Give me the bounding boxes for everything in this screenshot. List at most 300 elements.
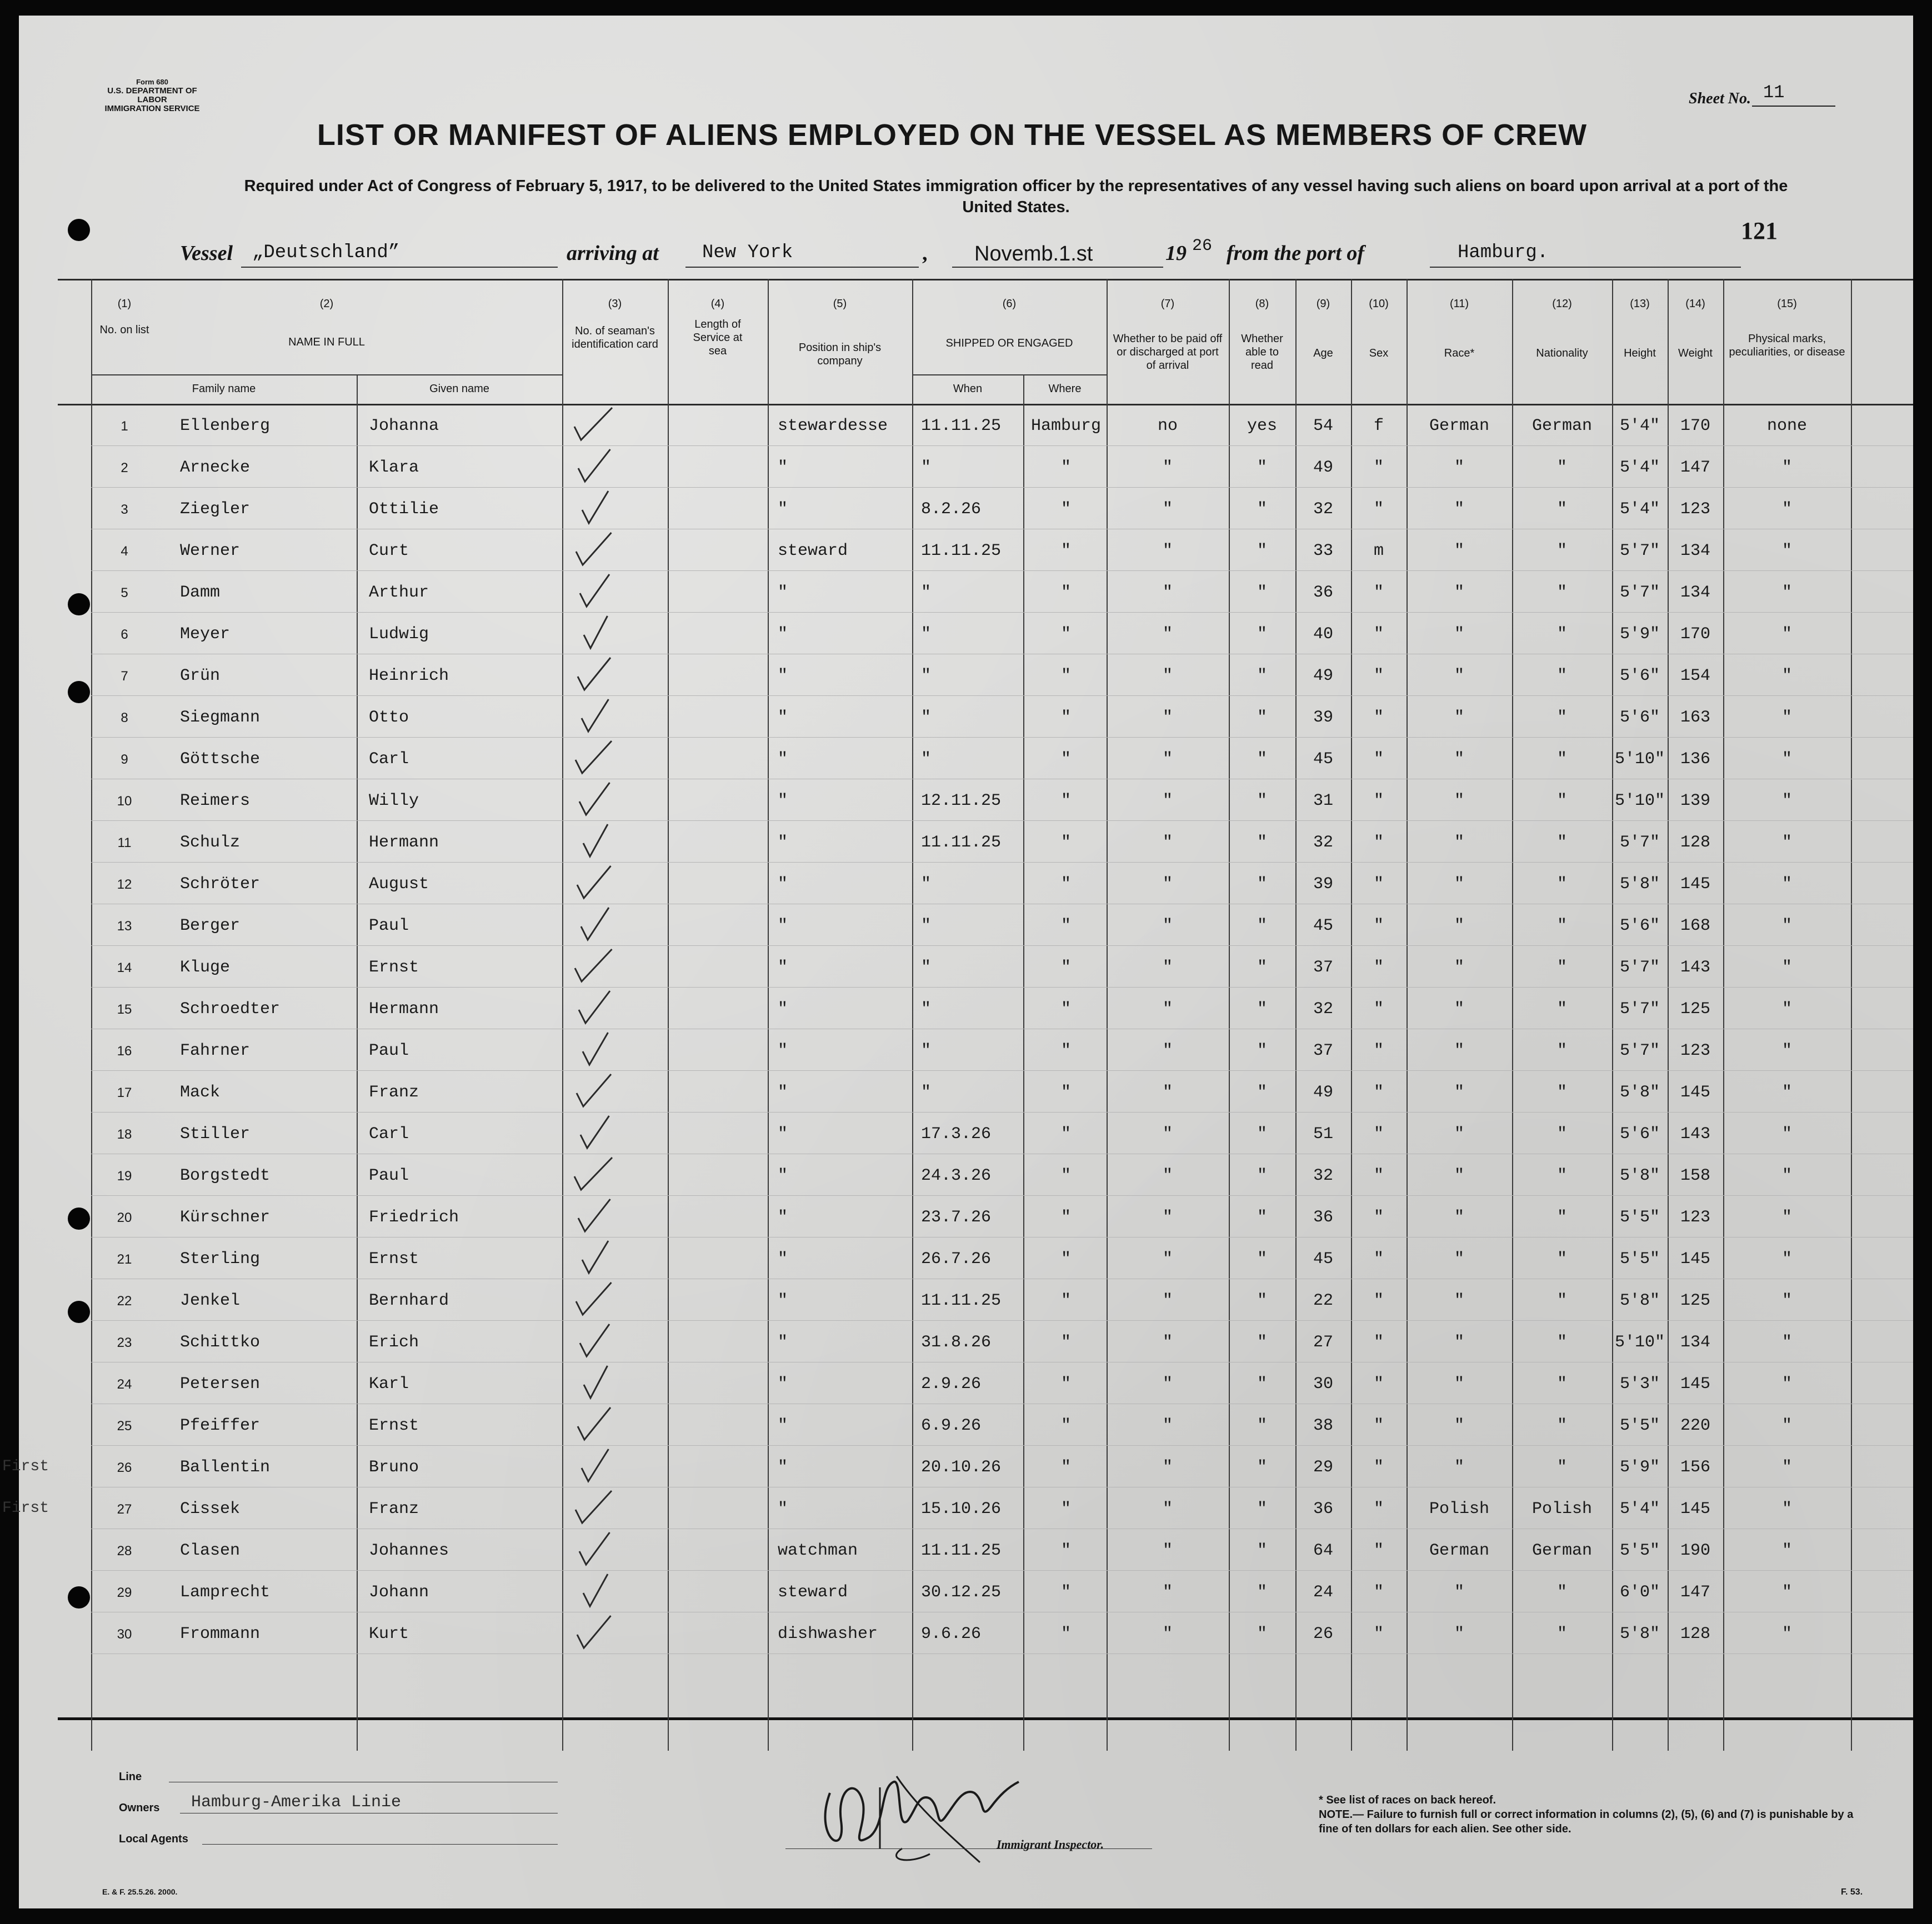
table-row xyxy=(19,572,1913,611)
cell-number: 28 xyxy=(117,1544,132,1559)
cell-position: " xyxy=(778,1458,788,1477)
check-mark-icon xyxy=(569,614,619,653)
cell-physical-marks: " xyxy=(1781,500,1792,519)
col15-header: Physical marks, peculiarities, or disease xyxy=(1729,333,1845,358)
check-mark-icon xyxy=(569,864,619,903)
row-rule xyxy=(91,862,1913,863)
shipped-subheader-line xyxy=(912,374,1107,375)
cell-position: " xyxy=(778,708,788,727)
cell-race: " xyxy=(1454,750,1464,769)
cell-sex: " xyxy=(1373,916,1384,935)
cell-sex: " xyxy=(1373,667,1384,685)
cell-nationality: " xyxy=(1556,1000,1567,1019)
agents-underline xyxy=(202,1844,558,1845)
cell-shipped-where: " xyxy=(1060,1625,1071,1644)
cell-paid-off: " xyxy=(1162,1083,1173,1102)
cell-height: 5'8" xyxy=(1619,1291,1660,1310)
cell-able-to-read: " xyxy=(1257,1125,1267,1144)
cell-able-to-read: " xyxy=(1257,542,1267,560)
cell-physical-marks: " xyxy=(1781,1041,1792,1060)
cell-nationality: " xyxy=(1556,583,1567,602)
cell-height: 5'10" xyxy=(1614,1333,1665,1352)
table-row xyxy=(19,822,1913,861)
cell-paid-off: " xyxy=(1162,1250,1173,1269)
cell-sex: " xyxy=(1373,1583,1384,1602)
cell-able-to-read: " xyxy=(1257,1250,1267,1269)
cell-family-name: Schittko xyxy=(180,1333,261,1352)
cell-family-name: Ellenberg xyxy=(180,417,271,435)
cell-able-to-read: " xyxy=(1257,667,1267,685)
cell-number: 14 xyxy=(117,960,132,975)
cell-sex: " xyxy=(1373,1625,1384,1644)
printer-mark-left: E. & F. 25.5.26. 2000. xyxy=(102,1887,178,1896)
table-row xyxy=(19,530,1913,569)
cell-nationality: " xyxy=(1556,667,1567,685)
col11-header: Race* xyxy=(1444,347,1475,359)
cell-age: 24 xyxy=(1313,1583,1333,1602)
col3-number: (3) xyxy=(608,298,622,310)
cell-family-name: Kürschner xyxy=(180,1208,271,1227)
cell-able-to-read: " xyxy=(1257,1541,1267,1560)
row-rule xyxy=(91,570,1913,571)
cell-number: 8 xyxy=(121,710,128,725)
cell-shipped-when: 24.3.26 xyxy=(921,1166,992,1185)
check-mark-icon xyxy=(569,1239,619,1277)
cell-able-to-read: " xyxy=(1257,958,1267,977)
cell-shipped-when: 9.6.26 xyxy=(921,1625,982,1644)
cell-paid-off: " xyxy=(1162,1125,1173,1144)
row-rule xyxy=(91,987,1913,988)
cell-shipped-when: 11.11.25 xyxy=(921,1541,1002,1560)
cell-height: 5'8" xyxy=(1619,1166,1660,1185)
cell-family-name: Schroedter xyxy=(180,1000,281,1019)
cell-weight: 128 xyxy=(1680,833,1710,852)
cell-family-name: Siegmann xyxy=(180,708,261,727)
cell-race: German xyxy=(1429,417,1490,435)
check-mark-icon xyxy=(569,780,619,819)
cell-sex: " xyxy=(1373,791,1384,810)
cell-able-to-read: " xyxy=(1257,1291,1267,1310)
col4-number: (4) xyxy=(710,298,725,310)
cell-sex: " xyxy=(1373,708,1384,727)
cell-family-name: Stiller xyxy=(180,1125,251,1144)
cell-physical-marks: " xyxy=(1781,1083,1792,1102)
cell-shipped-where: " xyxy=(1060,791,1071,810)
cell-physical-marks: " xyxy=(1781,583,1792,602)
check-mark-icon xyxy=(569,489,619,528)
cell-shipped-when: 11.11.25 xyxy=(921,833,1002,852)
inspector-signature xyxy=(797,1754,1085,1871)
cell-family-name: Borgstedt xyxy=(180,1166,271,1185)
cell-able-to-read: " xyxy=(1257,1416,1267,1435)
table-row xyxy=(19,489,1913,528)
table-row xyxy=(19,1322,1913,1361)
cell-given-name: August xyxy=(369,875,429,894)
cell-given-name: Franz xyxy=(369,1083,419,1102)
cell-number: 7 xyxy=(121,669,128,684)
cell-family-name: Sterling xyxy=(180,1250,261,1269)
cell-physical-marks: " xyxy=(1781,542,1792,560)
col5-number: (5) xyxy=(833,298,847,310)
cell-weight: 123 xyxy=(1680,1041,1710,1060)
cell-age: 32 xyxy=(1313,833,1333,852)
cell-paid-off: " xyxy=(1162,1500,1173,1519)
cell-weight: 147 xyxy=(1680,458,1710,477)
cell-able-to-read: " xyxy=(1257,1041,1267,1060)
cell-race: " xyxy=(1454,1291,1464,1310)
cell-weight: 134 xyxy=(1680,542,1710,560)
cell-race: " xyxy=(1454,667,1464,685)
cell-nationality: German xyxy=(1531,417,1593,435)
table-row xyxy=(19,989,1913,1028)
cell-number: 13 xyxy=(117,919,132,934)
cell-shipped-where: " xyxy=(1060,1166,1071,1185)
cell-sex: " xyxy=(1373,750,1384,769)
col6-number: (6) xyxy=(1002,298,1017,310)
cell-height: 5'5" xyxy=(1619,1250,1660,1269)
cell-height: 5'8" xyxy=(1619,1625,1660,1644)
cell-nationality: " xyxy=(1556,833,1567,852)
cell-sex: " xyxy=(1373,1208,1384,1227)
cell-sex: " xyxy=(1373,625,1384,644)
cell-weight: 123 xyxy=(1680,500,1710,519)
col1-header: No. on list xyxy=(99,324,149,336)
row-rule xyxy=(91,1112,1913,1113)
cell-race: " xyxy=(1454,1083,1464,1102)
cell-shipped-where: " xyxy=(1060,1291,1071,1310)
arriving-underline xyxy=(685,267,919,268)
cell-paid-off: " xyxy=(1162,500,1173,519)
cell-height: 5'4" xyxy=(1619,417,1660,435)
cell-given-name: Ludwig xyxy=(369,625,429,644)
cell-family-name: Schröter xyxy=(180,875,261,894)
cell-nationality: " xyxy=(1556,1625,1567,1644)
col2-header: NAME IN FULL xyxy=(288,336,365,348)
cell-position: " xyxy=(778,833,788,852)
cell-race: " xyxy=(1454,1583,1464,1602)
cell-age: 29 xyxy=(1313,1458,1333,1477)
cell-shipped-when: " xyxy=(921,583,932,602)
cell-paid-off: " xyxy=(1162,916,1173,935)
table-row xyxy=(19,447,1913,486)
sheet-no-underline xyxy=(1752,106,1835,107)
from-port-underline xyxy=(1430,267,1741,268)
cell-number: 18 xyxy=(117,1127,132,1142)
cell-race: " xyxy=(1454,833,1464,852)
cell-able-to-read: " xyxy=(1257,1000,1267,1019)
table-row xyxy=(19,1114,1913,1153)
cell-paid-off: " xyxy=(1162,875,1173,894)
check-mark-icon xyxy=(569,1489,619,1527)
service-name: IMMIGRATION SERVICE xyxy=(104,104,200,113)
cell-physical-marks: " xyxy=(1781,625,1792,644)
table-row xyxy=(19,739,1913,778)
cell-physical-marks: " xyxy=(1781,916,1792,935)
cell-family-name: Fahrner xyxy=(180,1041,251,1060)
cell-nationality: " xyxy=(1556,1333,1567,1352)
col5-header: Position in ship's company xyxy=(798,342,882,367)
cell-shipped-when: " xyxy=(921,625,932,644)
cell-able-to-read: " xyxy=(1257,1458,1267,1477)
cell-height: 5'7" xyxy=(1619,958,1660,977)
cell-physical-marks: " xyxy=(1781,1291,1792,1310)
cell-nationality: " xyxy=(1556,625,1567,644)
cell-able-to-read: " xyxy=(1257,1166,1267,1185)
cell-shipped-when: " xyxy=(921,958,932,977)
col7-number: (7) xyxy=(1160,298,1175,310)
col12-number: (12) xyxy=(1552,298,1572,310)
cell-position: " xyxy=(778,958,788,977)
cell-age: 49 xyxy=(1313,667,1333,685)
cell-shipped-when: 26.7.26 xyxy=(921,1250,992,1269)
check-mark-icon xyxy=(569,989,619,1028)
cell-family-name: Ziegler xyxy=(180,500,251,519)
row-rule xyxy=(91,1445,1913,1446)
note-block xyxy=(1319,1793,1874,1836)
cell-position: " xyxy=(778,1333,788,1352)
margin-annotation: First xyxy=(2,1500,49,1517)
cell-shipped-where: " xyxy=(1060,1500,1071,1519)
cell-given-name: Carl xyxy=(369,1125,409,1144)
cell-weight: 145 xyxy=(1680,1083,1710,1102)
table-row xyxy=(19,1405,1913,1444)
cell-weight: 143 xyxy=(1680,1125,1710,1144)
cell-given-name: Heinrich xyxy=(369,667,449,685)
cell-shipped-when: " xyxy=(921,458,932,477)
cell-position: " xyxy=(778,583,788,602)
cell-physical-marks: " xyxy=(1781,750,1792,769)
cell-sex: " xyxy=(1373,1375,1384,1394)
cell-height: 5'9" xyxy=(1619,625,1660,644)
cell-age: 31 xyxy=(1313,791,1333,810)
line-label: Line xyxy=(119,1771,142,1783)
cell-weight: 147 xyxy=(1680,1583,1710,1602)
cell-height: 5'7" xyxy=(1619,583,1660,602)
table-row xyxy=(19,1280,1913,1319)
cell-number: 17 xyxy=(117,1085,132,1100)
cell-nationality: " xyxy=(1556,708,1567,727)
cell-number: 11 xyxy=(117,835,132,850)
cell-given-name: Carl xyxy=(369,750,409,769)
note-penalty: NOTE.— Failure to furnish full or correct information in columns (2), (5), (6) and (7) is punishable by a fine of ten dollars for each alien. See other side. xyxy=(1319,1808,1854,1835)
cell-weight: 163 xyxy=(1680,708,1710,727)
cell-height: 5'8" xyxy=(1619,875,1660,894)
col6-where-header: Where xyxy=(1048,383,1082,395)
cell-age: 36 xyxy=(1313,583,1333,602)
cell-family-name: Göttsche xyxy=(180,750,261,769)
col2-family-header: Family name xyxy=(192,383,256,395)
cell-family-name: Ballentin xyxy=(180,1458,271,1477)
check-mark-icon xyxy=(569,739,619,778)
check-mark-icon xyxy=(569,572,619,611)
cell-shipped-when: 20.10.26 xyxy=(921,1458,1002,1477)
cell-given-name: Friedrich xyxy=(369,1208,459,1227)
cell-nationality: " xyxy=(1556,500,1567,519)
cell-paid-off: " xyxy=(1162,667,1173,685)
cell-sex: " xyxy=(1373,1291,1384,1310)
cell-position: " xyxy=(778,500,788,519)
cell-nationality: " xyxy=(1556,1458,1567,1477)
cell-shipped-when: 11.11.25 xyxy=(921,417,1002,435)
cell-shipped-where: " xyxy=(1060,1416,1071,1435)
cell-physical-marks: none xyxy=(1766,417,1807,435)
cell-physical-marks: " xyxy=(1781,458,1792,477)
owners-value: Hamburg-Amerika Linie xyxy=(191,1793,402,1812)
cell-family-name: Petersen xyxy=(180,1375,261,1394)
cell-number: 10 xyxy=(117,794,132,809)
col11-number: (11) xyxy=(1449,298,1469,310)
cell-paid-off: " xyxy=(1162,750,1173,769)
cell-weight: 156 xyxy=(1680,1458,1710,1477)
check-mark-icon xyxy=(569,447,619,486)
cell-shipped-when: " xyxy=(921,708,932,727)
cell-physical-marks: " xyxy=(1781,1166,1792,1185)
check-mark-icon xyxy=(569,1280,619,1319)
cell-nationality: " xyxy=(1556,1166,1567,1185)
binder-hole xyxy=(68,219,90,241)
cell-age: 40 xyxy=(1313,625,1333,644)
col6-header: SHIPPED OR ENGAGED xyxy=(945,337,1073,349)
check-mark-icon xyxy=(569,1572,619,1611)
cell-given-name: Johannes xyxy=(369,1541,449,1560)
cell-shipped-when: 12.11.25 xyxy=(921,791,1002,810)
cell-physical-marks: " xyxy=(1781,1333,1792,1352)
cell-given-name: Ernst xyxy=(369,1250,419,1269)
cell-able-to-read: " xyxy=(1257,708,1267,727)
cell-height: 5'9" xyxy=(1619,1458,1660,1477)
cell-paid-off: " xyxy=(1162,1333,1173,1352)
cell-position: " xyxy=(778,1416,788,1435)
from-port-label: from the port of xyxy=(1227,242,1365,265)
cell-sex: " xyxy=(1373,875,1384,894)
cell-paid-off: no xyxy=(1157,417,1178,435)
cell-given-name: Paul xyxy=(369,1041,409,1060)
cell-position: " xyxy=(778,1500,788,1519)
cell-given-name: Johann xyxy=(369,1583,429,1602)
cell-age: 49 xyxy=(1313,458,1333,477)
col10-header: Sex xyxy=(1369,347,1389,359)
cell-physical-marks: " xyxy=(1781,1625,1792,1644)
cell-number: 1 xyxy=(121,419,128,434)
cell-age: 32 xyxy=(1313,1166,1333,1185)
check-mark-icon xyxy=(569,1155,619,1194)
cell-race: " xyxy=(1454,1250,1464,1269)
cell-sex: " xyxy=(1373,1041,1384,1060)
row-rule xyxy=(91,1195,1913,1196)
row-rule xyxy=(91,1320,1913,1321)
cell-weight: 136 xyxy=(1680,750,1710,769)
cell-age: 37 xyxy=(1313,958,1333,977)
cell-able-to-read: " xyxy=(1257,1083,1267,1102)
cell-given-name: Arthur xyxy=(369,583,429,602)
table-bottom-border xyxy=(58,1717,1913,1720)
table-row xyxy=(19,1030,1913,1069)
cell-weight: 154 xyxy=(1680,667,1710,685)
col1-number: (1) xyxy=(117,298,132,310)
row-rule xyxy=(91,737,1913,738)
cell-family-name: Werner xyxy=(180,542,241,560)
cell-able-to-read: " xyxy=(1257,1625,1267,1644)
cell-nationality: " xyxy=(1556,1125,1567,1144)
cell-family-name: Reimers xyxy=(180,791,251,810)
cell-shipped-when: 31.8.26 xyxy=(921,1333,992,1352)
cell-nationality: " xyxy=(1556,1041,1567,1060)
cell-height: 5'3" xyxy=(1619,1375,1660,1394)
vessel-underline xyxy=(241,267,558,268)
cell-given-name: Kurt xyxy=(369,1625,409,1644)
cell-physical-marks: " xyxy=(1781,1125,1792,1144)
cell-weight: 134 xyxy=(1680,583,1710,602)
cell-position: " xyxy=(778,916,788,935)
vessel-value: „Deutschland” xyxy=(252,242,400,263)
cell-family-name: Schulz xyxy=(180,833,241,852)
cell-number: 16 xyxy=(117,1044,132,1059)
cell-weight: 134 xyxy=(1680,1333,1710,1352)
cell-weight: 145 xyxy=(1680,1375,1710,1394)
cell-given-name: Klara xyxy=(369,458,419,477)
cell-sex: m xyxy=(1373,542,1384,560)
col4-header: Length of Service at sea xyxy=(693,318,743,357)
cell-position: steward xyxy=(778,542,848,560)
cell-shipped-where: " xyxy=(1060,1041,1071,1060)
department-name: U.S. DEPARTMENT OF LABOR xyxy=(107,86,197,104)
col13-number: (13) xyxy=(1630,298,1650,310)
table-row xyxy=(19,614,1913,653)
cell-race: " xyxy=(1454,458,1464,477)
cell-number: 6 xyxy=(121,627,128,642)
row-rule xyxy=(91,820,1913,821)
cell-shipped-where: " xyxy=(1060,1375,1071,1394)
cell-shipped-where: " xyxy=(1060,1583,1071,1602)
cell-family-name: Pfeiffer xyxy=(180,1416,261,1435)
cell-race: " xyxy=(1454,791,1464,810)
cell-weight: 145 xyxy=(1680,1250,1710,1269)
comma-separator: , xyxy=(922,242,928,265)
col2-number: (2) xyxy=(319,298,334,310)
cell-position: " xyxy=(778,625,788,644)
cell-height: 5'6" xyxy=(1619,1125,1660,1144)
cell-sex: " xyxy=(1373,458,1384,477)
cell-given-name: Ernst xyxy=(369,958,419,977)
cell-able-to-read: " xyxy=(1257,1333,1267,1352)
table-row xyxy=(19,1572,1913,1611)
cell-family-name: Lamprecht xyxy=(180,1583,271,1602)
cell-shipped-where: " xyxy=(1060,1000,1071,1019)
cell-shipped-when: 8.2.26 xyxy=(921,500,982,519)
sheet-no-value: 11 xyxy=(1763,82,1785,103)
cell-shipped-when: " xyxy=(921,916,932,935)
cell-race: " xyxy=(1454,583,1464,602)
cell-sex: " xyxy=(1373,1166,1384,1185)
cell-shipped-when: " xyxy=(921,1000,932,1019)
cell-shipped-when: 30.12.25 xyxy=(921,1583,1002,1602)
col14-number: (14) xyxy=(1685,298,1705,310)
cell-weight: 128 xyxy=(1680,1625,1710,1644)
cell-position: " xyxy=(778,1166,788,1185)
check-mark-icon xyxy=(569,947,619,986)
cell-position: dishwasher xyxy=(778,1625,878,1644)
cell-family-name: Kluge xyxy=(180,958,231,977)
cell-weight: 158 xyxy=(1680,1166,1710,1185)
arriving-label: arriving at xyxy=(567,242,659,265)
cell-age: 45 xyxy=(1313,916,1333,935)
cell-number: 26 xyxy=(117,1460,132,1475)
cell-able-to-read: " xyxy=(1257,1208,1267,1227)
table-row xyxy=(19,1530,1913,1569)
inspector-label: Immigrant Inspector. xyxy=(997,1837,1104,1851)
cell-number: 19 xyxy=(117,1169,132,1184)
cell-given-name: Franz xyxy=(369,1500,419,1519)
